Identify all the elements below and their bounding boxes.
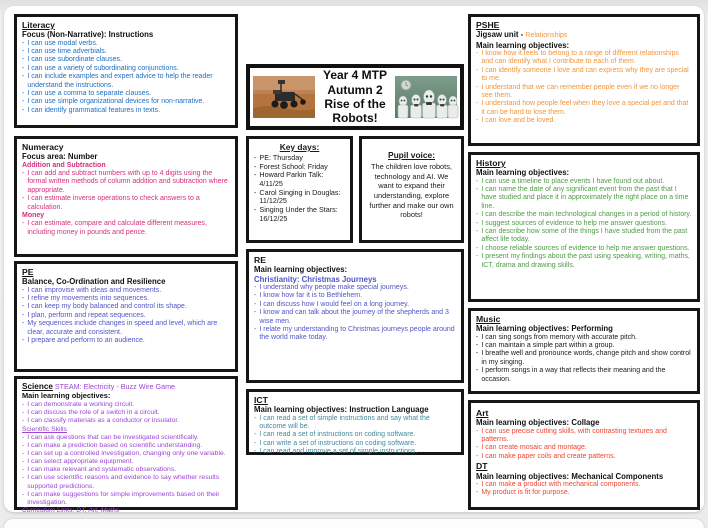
numeracy-title: Numeracy (22, 142, 64, 152)
art-objectives (476, 428, 692, 462)
objective-item: - I can estimate inverse operations to check answers to a calculation. (22, 195, 230, 212)
ict-objectives (254, 415, 456, 457)
objective-item: - I can set up a controlled investigation, changing only one variable. (22, 450, 230, 458)
pupil-voice-text: The children love robots, technology and AI. We want to expand their understanding, explore further and make our own robots! (369, 162, 454, 220)
objective-item: - I can name the date of any significant event from the past that I have studied and place it in approximately the right place on a time line. (476, 186, 692, 211)
pshe-objectives (476, 50, 692, 126)
mars-rover-image (253, 76, 315, 118)
numeracy-box (14, 136, 238, 257)
dt-objectives (476, 481, 692, 498)
objective-item: - I can describe the main technological changes in a period of history. (476, 211, 692, 219)
pshe-title: PSHE (476, 20, 500, 30)
objective-item: - I can read a set of simple instructions and say what the outcome will be. (254, 415, 456, 432)
dt-objectives-heading: Main learning objectives: Mechanical Components (476, 471, 664, 481)
pupil-voice-heading: Pupil voice: (387, 150, 435, 160)
ict-title: ICT (254, 395, 268, 405)
objective-item: - I can make a product with mechanical components. (476, 481, 692, 489)
numeracy-addition-objectives (22, 170, 230, 212)
objective-item: - I can make paper coils and create patterns. (476, 453, 692, 461)
objective-item: - I know how it feels to belong to a range of different relationships and can identify what I contribute to each of them. (476, 50, 692, 67)
history-objectives-heading: Main learning objectives: (476, 168, 570, 178)
pe-box (14, 261, 238, 372)
re-unit: Christianity: Christmas Journeys (254, 274, 377, 284)
objective-item: - I can select appropriate equipment. (22, 458, 230, 466)
pshe-jigsaw-label: Jigsaw unit - (476, 30, 526, 40)
art-title: Art (476, 408, 489, 418)
objective-item: - My product is fit for purpose. (476, 489, 692, 497)
objective-item: - I can describe how some of the things I have studied from the past affect life today. (476, 228, 692, 245)
objective-item: - I prepare and perform to an audience. (22, 337, 230, 345)
objective-item: - I can use precise cutting skills, with contrasting textures and patterns. (476, 428, 692, 445)
re-objectives-heading: Main learning objectives: (254, 265, 348, 275)
science-box (14, 376, 238, 515)
objective-item: - I can classify materials as a conductor or insulator. (22, 417, 230, 425)
music-title: Music (476, 314, 501, 324)
robot-crowd-image (395, 76, 457, 118)
science-title: Science (22, 382, 53, 391)
objective-item: - PE: Thursday (254, 154, 345, 163)
music-objectives-heading: Main learning objectives: Performing (476, 324, 613, 334)
literacy-box (14, 14, 238, 128)
numeracy-subheading-addition: Addition and Subtraction (22, 161, 106, 169)
objective-item: - I understand how people feel when they love a special pet and that it can be hard to lose them. (476, 100, 692, 117)
literacy-focus: Focus (Non-Narrative): Instructions (22, 30, 154, 40)
re-objectives (254, 284, 456, 343)
science-skills (22, 434, 230, 507)
objective-item: - I can add and subtract numbers with up to 4 digits using the formal written methods of column addition and subtraction where appropriate. (22, 170, 230, 195)
objective-item: - I choose reliable sources of evidence to help me answer questions. (476, 245, 692, 253)
science-unit: STEAM: Electricity - Buzz Wire Game (54, 382, 176, 391)
objective-item: - I can improvise with ideas and movements. (22, 287, 230, 295)
objective-item: - I can identify grammatical features in texts. (22, 107, 230, 115)
art-dt-box (468, 400, 700, 510)
re-title: RE (254, 255, 266, 265)
key-days-heading: Key days: (279, 142, 320, 152)
pshe-box (468, 14, 700, 146)
objective-item: - I know and can talk about the journey of the shepherds and 3 wise men. (254, 309, 456, 326)
pupil-voice-box (359, 136, 464, 243)
key-days-list (254, 154, 345, 223)
objective-item: - I refine my movements into sequences. (22, 295, 230, 303)
science-objectives-heading: Main learning objectives: (22, 391, 111, 401)
objective-item: - I can use scientific reasons and evidence to say whether results supported predictions. (22, 474, 230, 490)
objective-item: - I can use subordinate clauses. (22, 56, 230, 64)
title-box (246, 64, 464, 130)
pshe-objectives-heading: Main learning objectives: (476, 40, 570, 50)
history-objectives (476, 178, 692, 270)
objective-item: - I can use a timeline to place events I have found out about. (476, 178, 692, 186)
objective-item: - I suggest sources of evidence to help me answer questions. (476, 220, 692, 228)
objective-item: - I can use time adverbials. (22, 48, 230, 56)
objective-item: - I present my findings about the past using speaking, writing, maths, ICT, drama and drawing skills. (476, 253, 692, 270)
objective-item: - I perform songs in a way that reflects their meaning and the occasion. (476, 367, 692, 384)
history-box (468, 152, 700, 302)
objective-item: - I can write a set of instructions on coding software. (254, 440, 456, 448)
objective-item: - I can ask questions that can be investigated scientifically. (22, 434, 230, 442)
art-objectives-heading: Main learning objectives: Collage (476, 418, 600, 428)
objective-item: - I can use a variety of subordinating conjunctions. (22, 65, 230, 73)
numeracy-focus: Focus area: Number (22, 152, 98, 162)
objective-item: - I can maintain a simple part within a group. (476, 342, 692, 350)
numeracy-subheading-money: Money (22, 212, 45, 219)
music-box (468, 308, 700, 394)
re-box (246, 249, 464, 383)
literacy-objectives (22, 40, 230, 116)
history-title: History (476, 158, 506, 168)
pshe-jigsaw-unit: Relationships (525, 32, 568, 40)
objective-item: - I can discuss the role of a switch in a circuit. (22, 409, 230, 417)
objective-item: - I can discuss how I would feel on a long journey. (254, 301, 456, 309)
slide-title: Year 4 MTP Autumn 2 Rise of the Robots! (322, 68, 388, 126)
objective-item: - I can read and improve a set of simple instructions. (254, 448, 456, 456)
objective-item: - I can read a set of instructions on coding software. (254, 431, 456, 439)
objective-item: - I can make relevant and systematic observations. (22, 466, 230, 474)
objective-item: - I can use simple organizational devices for non-narrative. (22, 98, 230, 106)
literacy-title: Literacy (22, 20, 55, 30)
science-curriculum-links: Curriculum Links: DT, Art, Maths (22, 507, 120, 515)
objective-item: - I can identify someone I love and can express why they are special to me. (476, 67, 692, 84)
objective-item: - Howard Parkin Talk: 4/11/25 (254, 171, 345, 188)
numeracy-money-objectives (22, 220, 230, 237)
science-skills-heading: Scientific Skills (22, 425, 67, 433)
pshe-jigsaw-line (476, 30, 692, 40)
pe-objectives (22, 287, 230, 346)
objective-item: - I can make suggestions for simple improvements based on their investigation. (22, 491, 230, 507)
objective-item: - I can sing songs from memory with accurate pitch. (476, 334, 692, 342)
objective-item: - Carol Singing in Douglas: 11/12/25 (254, 189, 345, 206)
ict-box (246, 389, 464, 455)
objective-item: - I can love and be loved. (476, 117, 692, 125)
objective-item: - I can use a comma to separate clauses. (22, 90, 230, 98)
objective-item: - I can keep my body balanced and control its shape. (22, 303, 230, 311)
objective-item: - I can include examples and expert advice to help the reader understand the instructions. (22, 73, 230, 90)
objective-item: - I can make a prediction based on scientific understanding. (22, 442, 230, 450)
objective-item: - Forest School: Friday (254, 163, 345, 172)
dt-title: DT (476, 461, 488, 472)
ict-objectives-heading: Main learning objectives: Instruction Language (254, 405, 429, 415)
next-slide-preview-edge (4, 519, 704, 528)
key-days-box (246, 136, 353, 243)
objective-item: - I know how far it is to Bethlehem. (254, 292, 456, 300)
objective-item: - I understand why people make special journeys. (254, 284, 456, 292)
pe-focus: Balance, Co-Ordination and Resilience (22, 277, 166, 287)
objective-item: - I can demonstrate a working circuit. (22, 401, 230, 409)
objective-item: - I breathe well and pronounce words, change pitch and show control in my singing. (476, 350, 692, 367)
pe-title: PE (22, 267, 34, 277)
objective-item: - I plan, perform and repeat sequences. (22, 312, 230, 320)
objective-item: - I can create mosaic and montage. (476, 444, 692, 452)
objective-item: - Singing Under the Stars: 16/12/25 (254, 206, 345, 223)
objective-item: - I understand that we can remember people even if we no longer see them. (476, 84, 692, 101)
objective-item: - My sequences include changes in speed and level, which are clear, accurate and consistent. (22, 320, 230, 337)
objective-item: - I can use modal verbs. (22, 40, 230, 48)
music-objectives (476, 334, 692, 384)
science-objectives (22, 401, 230, 425)
objective-item: - I can estimate, compare and calculate different measures, including money in pounds and pence. (22, 220, 230, 237)
objective-item: - I relate my understanding to Christmas journeys people around the world make today. (254, 326, 456, 343)
